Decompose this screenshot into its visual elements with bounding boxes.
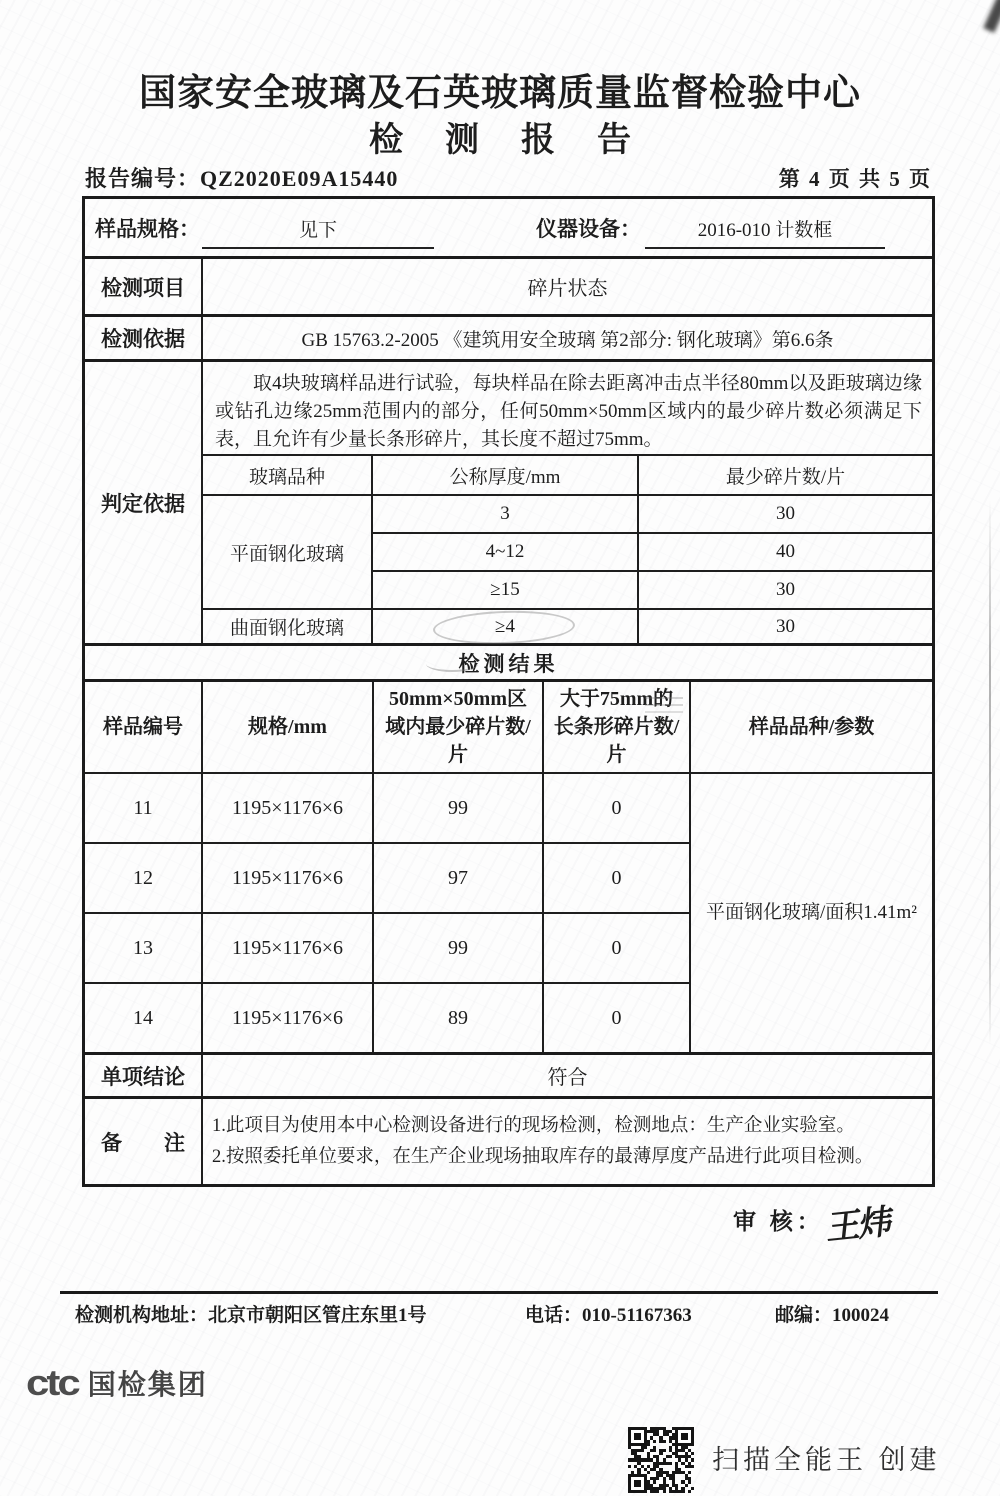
camscanner-watermark: 扫描全能王 创建 — [712, 1445, 941, 1475]
criteria-header-species: 玻璃品种 — [248, 466, 325, 488]
result-spec: 1195×1176×6 — [201, 982, 372, 1052]
result-sample-id: 12 — [85, 842, 201, 912]
footer-phone-value: 010-51167363 — [582, 1305, 692, 1326]
criteria-header-thickness: 公称厚度/mm — [371, 456, 637, 494]
criteria-cell: ≥4 — [371, 608, 637, 643]
pencil-arc-mark — [426, 656, 478, 672]
qr-finder-icon — [675, 1427, 694, 1446]
review-line — [733, 1203, 892, 1246]
test-basis-row — [85, 314, 932, 359]
info-row — [85, 199, 932, 256]
footer-address-value: 北京市朝阳区管庄东里1号 — [208, 1305, 427, 1326]
criteria-flat-glass-label: 平面钢化玻璃 — [203, 494, 371, 608]
scan-edge-line — [989, 500, 991, 1045]
criteria-curved-glass-label: 曲面钢化玻璃 — [203, 608, 371, 643]
remarks-row — [85, 1096, 932, 1184]
result-min-fragments: 99 — [372, 772, 542, 842]
remarks-label: 备 注 — [85, 1099, 203, 1184]
result-long-fragments: 0 — [542, 842, 689, 912]
page-indicator: 第 4 页 共 5 页 — [778, 167, 932, 191]
instrument-label: 仪器设备： — [536, 217, 641, 241]
results-table — [85, 679, 932, 1052]
conclusion-value: 符合 — [547, 1067, 588, 1089]
results-header-sample-id: 样品编号 — [103, 716, 183, 738]
result-min-fragments: 99 — [372, 912, 542, 982]
criteria-cell: 30 — [637, 608, 932, 643]
test-item-value: 碎片状态 — [527, 278, 608, 300]
footer-zip — [775, 1300, 889, 1327]
instrument-value: 2016-010 计数框 — [645, 215, 885, 249]
criteria-cell: 40 — [637, 532, 932, 570]
report-meta-line — [85, 162, 932, 193]
report-number — [85, 162, 398, 193]
sample-spec-label: 样品规格： — [95, 217, 200, 241]
review-label: 审 核： — [733, 1209, 824, 1234]
footer-address — [75, 1300, 427, 1327]
report-number-label: 报告编号： — [85, 166, 201, 191]
criteria-cell: 30 — [637, 494, 932, 532]
criteria-cell: 30 — [637, 570, 932, 608]
result-spec: 1195×1176×6 — [201, 842, 372, 912]
criteria-cell: 4~12 — [371, 532, 637, 570]
report-number-value: QZ2020E09A15440 — [200, 166, 399, 191]
footer-divider — [60, 1291, 938, 1294]
results-section-title: 检测结果 — [85, 643, 932, 679]
center-name-title: 国家安全玻璃及石英玻璃质量监督检验中心 — [139, 73, 861, 114]
judgement-criteria-table — [203, 454, 932, 643]
criteria-header-min: 最少碎片数/片 — [637, 456, 932, 494]
judgement-content — [203, 362, 932, 643]
results-header-long-fragments: 大于75mm的长条形碎片数/片 — [542, 682, 689, 772]
footer-zip-value: 100024 — [832, 1305, 890, 1326]
qr-finder-icon — [628, 1427, 647, 1446]
result-long-fragments: 0 — [542, 982, 689, 1052]
result-long-fragments: 0 — [542, 772, 689, 842]
criteria-cell: ≥15 — [371, 570, 637, 608]
qr-finder-icon — [628, 1474, 647, 1493]
reviewer-signature: 王炜 — [825, 1203, 894, 1248]
footer-phone-label: 电话： — [525, 1305, 583, 1326]
test-item-label: 检测项目 — [85, 259, 203, 314]
conclusion-label: 单项结论 — [85, 1055, 203, 1096]
result-spec: 1195×1176×6 — [201, 772, 372, 842]
remark-line-1: 1.此项目为使用本中心检测设备进行的现场检测，检测地点：生产企业实验室。 — [212, 1115, 855, 1136]
test-basis-label: 检测依据 — [85, 317, 203, 359]
sample-spec-value: 见下 — [202, 215, 434, 249]
qr-code — [628, 1427, 694, 1493]
footer-contact-line — [0, 1300, 1000, 1330]
remark-line-2: 2.按照委托单位要求，在生产企业现场抽取库存的最薄厚度产品进行此项目检测。 — [212, 1146, 874, 1167]
criteria-cell: 3 — [371, 494, 637, 532]
remarks-content — [203, 1099, 932, 1184]
results-header-min-fragments: 50mm×50mm区域内最少碎片数/片 — [372, 682, 542, 772]
ctc-logo — [26, 1362, 208, 1404]
judgement-paragraph: 取4块玻璃样品进行试验，每块样品在除去距离冲击点半径80mm以及距玻璃边缘或钻孔边缘25mm范围内的部分，任何50mm×50mm区域内的最少碎片数必须满足下表，且允许有少量长条形碎片，其长度不超过75mm。 — [215, 373, 922, 450]
results-header-species-param: 样品品种/参数 — [689, 682, 932, 772]
report-title: 检测报告 — [369, 122, 673, 159]
pencil-lines-mark — [645, 697, 683, 699]
test-basis-value: GB 15763.2-2005 《建筑用安全玻璃 第2部分: 钢化玻璃》第6.6条 — [301, 329, 834, 351]
conclusion-row — [85, 1052, 932, 1096]
scan-smudge — [983, 0, 1000, 33]
footer-phone — [525, 1300, 692, 1327]
results-header-spec: 规格/mm — [201, 682, 372, 772]
result-sample-id: 13 — [85, 912, 201, 982]
result-min-fragments: 97 — [372, 842, 542, 912]
report-table — [82, 196, 935, 1187]
result-long-fragments: 0 — [542, 912, 689, 982]
judgement-row — [85, 359, 932, 643]
test-item-row — [85, 256, 932, 314]
ctc-logo-name: 国检集团 — [87, 1369, 208, 1400]
result-sample-id: 11 — [85, 772, 201, 842]
ctc-logo-mark: ctc — [26, 1362, 78, 1403]
result-spec: 1195×1176×6 — [201, 912, 372, 982]
footer-zip-label: 邮编： — [775, 1305, 833, 1326]
result-sample-id: 14 — [85, 982, 201, 1052]
footer-address-label: 检测机构地址： — [75, 1305, 209, 1326]
result-min-fragments: 89 — [372, 982, 542, 1052]
judgement-label: 判定依据 — [85, 362, 203, 643]
result-species-param: 平面钢化玻璃/面积1.41m² — [689, 772, 932, 1052]
